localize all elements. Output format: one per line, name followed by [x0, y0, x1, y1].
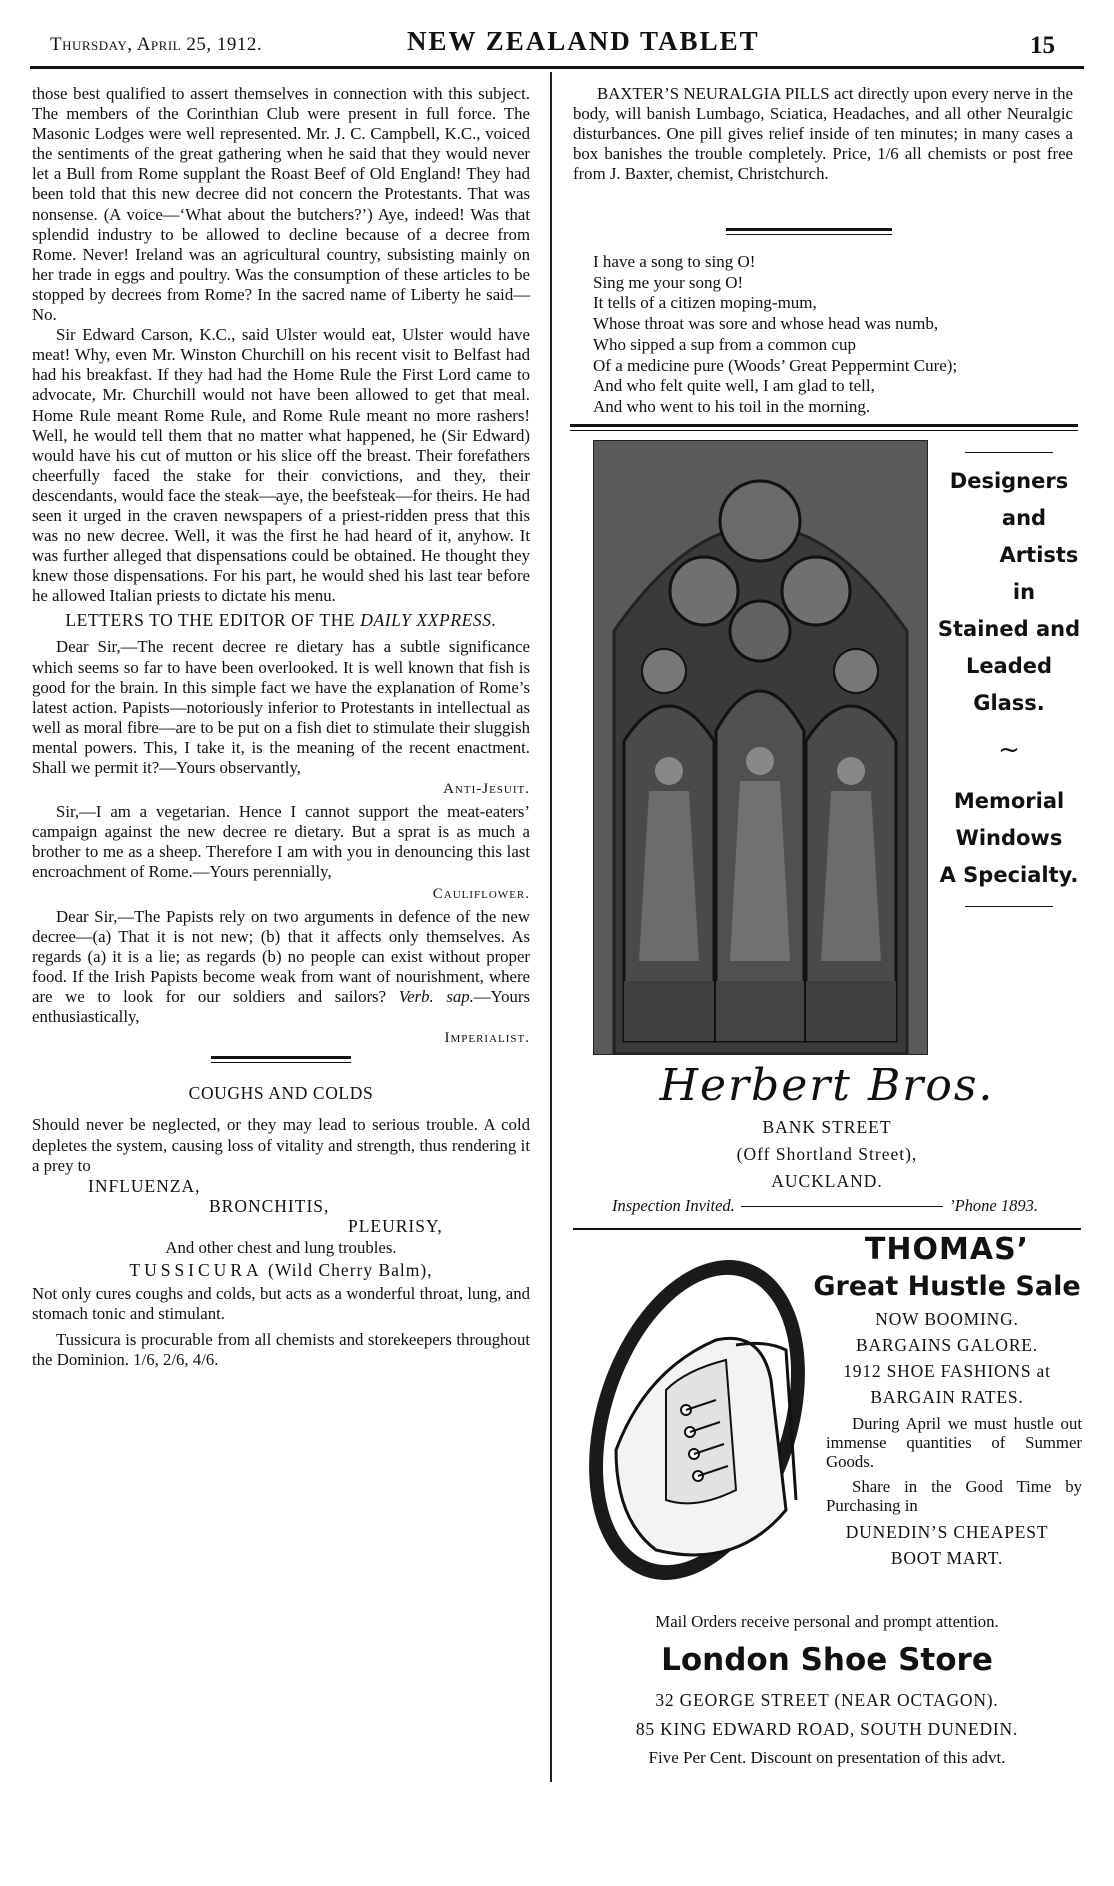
poem-line: Sing me your song O!	[593, 272, 744, 292]
ad-line: BARGAIN RATES.	[870, 1387, 1024, 1407]
thomas-sale: Great Hustle Sale	[813, 1271, 1081, 1302]
poem-line: And who went to his toil in the morning.	[593, 396, 871, 416]
ad-line: A Specialty.	[939, 863, 1079, 887]
left-column	[32, 84, 530, 1371]
ad-line: BARGAINS GALORE.	[856, 1335, 1038, 1355]
ad-line: Glass.	[973, 691, 1045, 715]
letter-text: Dear Sir,—The Papists rely on two arguments in defence of the new decree—(a) That it is not new; (b) that it affects only themselves. As regards (a) it is a lie; as regards (b) no people can exist without proper food. If the Irish Papists become weak from want of nourishment, where are we to look for our soldiers and sailors?	[32, 906, 530, 1007]
mail-orders: Mail Orders receive personal and prompt attention.	[655, 1612, 999, 1631]
ad-paragraph: Not only cures coughs and colds, but acts as a wonderful throat, lung, and stomach tonic and stimulant.	[32, 1284, 530, 1324]
herbert-phone: ’Phone 1893.	[949, 1196, 1038, 1215]
ad-line: And other chest and lung troubles.	[165, 1237, 397, 1257]
illness-name: INFLUENZA,	[88, 1175, 201, 1196]
ad-line: NOW BOOMING.	[875, 1309, 1019, 1329]
tussicura-brand: TUSSICURA	[129, 1260, 263, 1281]
ad-paragraph: Should never be neglected, or they may lead to serious trouble. A cold depletes the system, causing loss of vitality and strength, thus rendering it a prey to	[32, 1115, 530, 1175]
header-rule	[30, 66, 1084, 69]
illness-name: BRONCHITIS,	[209, 1195, 330, 1216]
ad-line: Artists	[999, 543, 1079, 567]
letter-signature: Imperialist.	[444, 1030, 530, 1047]
section-divider	[211, 1056, 351, 1063]
store-address: 32 GEORGE STREET (NEAR OCTAGON).	[655, 1690, 999, 1710]
baxter-ad	[573, 84, 1073, 184]
product-name	[32, 1260, 530, 1280]
letter-body: Dear Sir,—The recent decree re dietary has a subtle significance which seems so far to have been overlooked. It is well known that fish is good for the brain. In this simple fact we have the explanation of Rome’s latest action. Papists—notoriously inferior to Protestants in intellectual as well as moral fibre—are to be put on a fish diet to stimulate their sluggish mental powers. This, I take it, is the meaning of the recent enactment. Shall we permit it?—Yours observantly,	[32, 637, 530, 777]
inspection-invited: Inspection Invited.	[612, 1196, 735, 1215]
poem-line: And who felt quite well, I am glad to tell,	[593, 376, 875, 396]
illness-name: PLEURISY,	[348, 1215, 443, 1236]
ad-divider	[570, 424, 1078, 431]
ad-line: Designers	[949, 469, 1069, 493]
poem-line: I have a song to sing O!	[593, 252, 756, 271]
herbert-footer	[612, 1196, 1038, 1216]
ad-line: Stained and	[937, 617, 1081, 641]
woods-poem	[593, 252, 957, 418]
ad-paragraph: During April we must hustle out immense quantities of Summer Goods.	[826, 1414, 1082, 1471]
tussicura-subtitle: (Wild Cherry Balm),	[268, 1260, 433, 1281]
store-address: 85 KING EDWARD ROAD, SOUTH DUNEDIN.	[635, 1719, 1019, 1739]
stained-glass-window	[594, 441, 927, 1054]
article-paragraph: those best qualified to assert themselves in connection with this subject. The members of the Corinthian Club were present in full force. The Masonic Lodges were well represented. Mr. J. C. Campbell, K.C., voiced the sentiments of the great gathering when he said that they would never let a Bull from Rome supplant the Roast Beef of Old England! They had been told that this new decree did not concern the Protestants. That was nonsense. (A voice—‘What about the butchers?’) Aye, indeed! Was that splendid industry to be allowed to decline because of a decree from Rome. Never! Ireland was an agricultural country, subsisting mainly on her trade in eggs and poultry. Was the consumption of these articles to be stopped by decrees from Rome? In the sacred name of Liberty he said—No.	[32, 84, 530, 325]
poem-line: Who sipped a sup from a common cup	[593, 334, 856, 354]
discount-note: Five Per Cent. Discount on presentation of this advt.	[648, 1748, 1006, 1767]
poem-line: Whose throat was sore and whose head was numb,	[593, 314, 939, 334]
herbert-bros-name: Herbert Bros.	[659, 1060, 995, 1111]
masthead-title: NEW ZEALAND TABLET	[407, 26, 760, 56]
stained-glass-illustration	[593, 440, 928, 1055]
ad-line: Leaded	[965, 654, 1053, 678]
ad-divider	[965, 452, 1053, 453]
herbert-street: BANK STREET	[762, 1117, 892, 1137]
ad-line: BOOT MART.	[890, 1548, 1004, 1568]
shoe-illustration	[586, 1250, 808, 1590]
herbert-off-street: (Off Shortland Street),	[736, 1144, 918, 1164]
letter-signature: Anti-Jesuit.	[443, 781, 530, 798]
ad-divider	[573, 1228, 1081, 1230]
ad-line: in	[1012, 580, 1036, 604]
letter-signature: Cauliflower.	[432, 885, 530, 902]
column-rule	[550, 72, 552, 1782]
ad-line: Windows	[955, 826, 1063, 850]
flourish-icon: ~	[998, 735, 1020, 765]
page-number: 15	[1030, 32, 1055, 59]
latin-phrase: Verb. sap.	[398, 987, 474, 1007]
ad-line: and	[1001, 506, 1047, 530]
poem-line: Of a medicine pure (Woods’ Great Peppermint Cure);	[593, 355, 958, 375]
ad-divider	[965, 906, 1053, 907]
issue-date: Thursday, April 25, 1912.	[50, 34, 263, 55]
letters-heading-paper: DAILY XXPRESS.	[360, 610, 497, 631]
letters-heading-text: LETTERS TO THE EDITOR OF THE	[65, 610, 356, 631]
poem-line: It tells of a citizen moping-mum,	[593, 293, 817, 313]
ad-divider	[726, 228, 892, 235]
thomas-title: THOMAS’	[864, 1232, 1030, 1267]
letter-body: Sir,—I am a vegetarian. Hence I cannot support the meat-eaters’ campaign against the new decree re dietary. But a sprat is as much a brother to me as a sheep. Therefore I am with you in denouncing this last encroachment of Rome.—Yours perennially,	[32, 802, 530, 882]
leader-line	[741, 1206, 943, 1207]
article-paragraph: Sir Edward Carson, K.C., said Ulster would eat, Ulster would have meat! Why, even Mr. Winston Churchill on his recent visit to Belfast had had his breakfast. If they had had the Home Rule the First Lord came to advocate, Mr. Churchill would not have been allowed to get that meal. Home Rule meant Rome Rule, and Rome Rule meant no more rashers! Well, he would tell them that no matter what happened, he (Sir Edward) would have his cut of mutton or his slice off the breast. Their forefathers cheerfully faced the stake for their convictions, and they, their descendants, would face the steak—aye, the beefsteak—for theirs. He had seen it urged in the craven newspapers of a priest-ridden press that this was no new decree. Well, it was the first he had heard of it, anyhow. It was further alleged that dispensations could be obtained. He thought they knew those dispensations. For his part, he would shed his last tear before he allowed Italian priests to dictate his menu.	[32, 325, 530, 606]
ad-paragraph: Tussicura is procurable from all chemists and storekeepers throughout the Dominion. 1/6, 2/6, 4/6.	[32, 1330, 530, 1370]
ad-paragraph: Share in the Good Time by Purchasing in	[826, 1477, 1082, 1515]
ad-line: 1912 SHOE FASHIONS at	[843, 1361, 1051, 1381]
letter-body	[32, 907, 530, 1028]
coughs-colds-heading: COUGHS AND COLDS	[188, 1083, 374, 1104]
thomas-ad	[812, 1232, 1082, 1571]
baxter-text: BAXTER’S NEURALGIA PILLS act directly upon every nerve in the body, will banish Lumbago, Sciatica, Headaches, and all other Neuralgic disturbances. One pill gives relief inside of ten minutes; in many cases a box banishes the trouble completely. Price, 1/6 all chemists or post free from J. Baxter, chemist, Christchurch.	[573, 84, 1073, 184]
herbert-city: AUCKLAND.	[771, 1171, 883, 1191]
ad-line: DUNEDIN’S CHEAPEST	[845, 1522, 1049, 1542]
herbert-ad-text	[934, 440, 1084, 907]
letters-heading	[32, 610, 530, 631]
london-shoe-store: London Shoe Store	[661, 1642, 993, 1678]
letter-closing: —Yours enthusiastically,	[32, 987, 530, 1027]
ad-line: Memorial	[953, 789, 1065, 813]
